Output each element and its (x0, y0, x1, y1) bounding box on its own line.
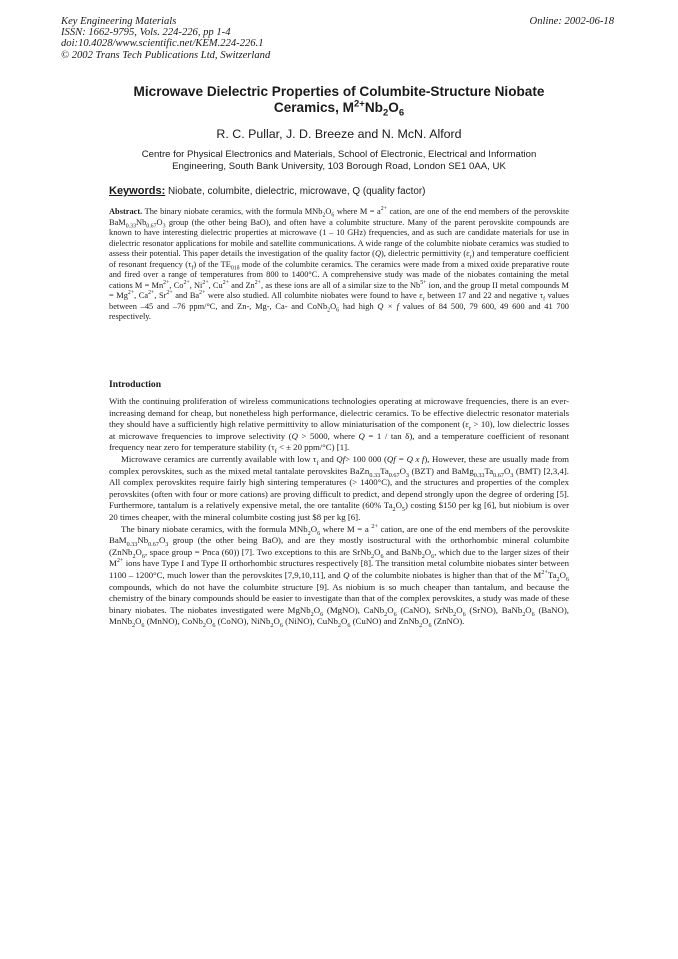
intro-paragraph-3: The binary niobate ceramics, with the formula $MNb_2O_6$ where M = a $^{2+}$ cation, are one of the end members of the perovskite $BaM_{0.33}Nb_{0.67}O_3$ group (the other being BaO), and are they mostly isostructural with the orthorhombic mineral columbite ($ZnNb_2O_6$, space group = Pnca (60)) [7]. Two exceptions to this are $SrNb_2O_6$ and $BaNb_2O_6$, which due to the larger sizes of their $M^{2+}$ ions have Type I and Type II orthorhombic structures respectively [8]. The transition metal columbite niobates sinter between 1100 – 1200°C, much lower than the perovskites [7,9,10,11], and Q of the columbite niobates is higher than that of the $M^{2+}Ta_2O_6$ compounds, which do not have the columbite structure [9]. As niobium is so much cheaper than tantalum, and because the chemistry of the binary compounds should be easier to investigate than that of the complex perovskites, a study was made of these binary niobates. The niobates investigated were $MgNb_2O_6$ (MgNO), $CaNb_2O_6$ (CaNO), $SrNb_2O_6$ (SrNO), $BaNb_2O_6$ (BaNO), $MnNb_2O_6$ (MnNO), $CoNb_2O_6$ (CoNO), $NiNb_2O_6$ (NiNO), $CuNb_2O_6$ (CuNO) and $ZnNb_2O_6$ (ZnNO). (109, 523, 570, 630)
keywords-label: Keywords: (109, 185, 166, 197)
intro-paragraph-1: With the continuing proliferation of wireless communications technologies operating at microwave frequencies, there is an ever-increasing demand for cheap, but nonetheless high performance, dielectric ceramics. To be effective dielectric resonator materials they should have a sufficiently high relative permittivity to allow miniaturisation of the component $(\varepsilon_r > 10)$, low dielectric losses at microwave frequencies to improve selectivity (Q > 5000, where Q = 1 / tan δ), and a temperature coefficient of resonant frequency near zero for temperature stability ($\tau_f$ < ± 20 ppm/°C) [1]. (109, 396, 570, 456)
paper-title (100, 84, 578, 119)
abstract-label: Abstract. (109, 207, 143, 216)
title-line-2: Ceramics, $M^{2+}Nb_2O_6$ (273, 98, 405, 119)
keywords-text: Niobate, columbite, dielectric, microwave, Q (quality factor) (168, 186, 426, 197)
abstract: Abstract. The binary niobate ceramics, with the formula $MNb_2O_6$ where $M = a^{2+}$ cation, are one of the end members of the perovskite $BaM_{0.33}Nb_{0.67}O_3$ group (the other being BaO), and often have a columbite structure. Many of the parent perovskite compounds are known to have interesting dielectric properties at microwave (1 – 10 GHz) frequencies, and as such are candidate materials for use in dielectric resonator applications for mobile and satellite communications. A wide range of the columbite niobate ceramics was studied to assess their potential. This paper details the investigation of the quality factor (Q), dielectric permittivity $(\varepsilon_r)$ and temperature coefficient of resonant frequency $(\tau_f)$ of the $TE_{01\delta}$ mode of the columbite ceramics. The ceramics were made from a mixed oxide preparative route and fired over a range of temperatures from 800 to 1400°C. A comprehensive study was made of the niobates containing the metal cations $M = Mn^{2+}$, $Co^{2+}$, $Ni^{2+}$, $Cu^{2+}$ and $Zn^{2+}$, as these ions are all of a similar size to the $Nb^{5+}$ ion, and the group II metal compounds $M = Mg^{2+}$, $Ca^{2+}$, $Sr^{2+}$ and $Ba^{2+}$ were also studied. All columbite niobates were found to have $\varepsilon_r$ between 17 and 22 and negative $\tau_f$ values between –45 and –76 ppm/°C, and Zn-, Mg-, Ca- and $CoNb_2O_6$ had high Q × f values of 84 500, 79 600, 49 600 and 41 700 respectively. (109, 206, 570, 322)
title-line-1: Microwave Dielectric Properties of Columbite-Structure Niobate (133, 84, 545, 99)
copyright-line: © 2002 Trans Tech Publications Ltd, Switzerland (61, 49, 271, 61)
journal-name: Key Engineering Materials (61, 16, 177, 27)
journal-header (61, 16, 270, 61)
issn-line: ISSN: 1662-9795, Vols. 224-226, pp 1-4 (61, 27, 231, 39)
doi-line: doi:10.4028/www.scientific.net/KEM.224-226.1 (61, 38, 264, 50)
introduction-body (109, 396, 569, 628)
intro-paragraph-2: Microwave ceramics are currently available with low $\tau_f$ and Qf> 100 000 (Qf = Q x f), However, these are usually made from complex perovskites, such as the mixed metal tantalate perovskites $BaZn_{0.33}Ta_{0.67}O_3$ (BZT) and $BaMg_{0.33}Ta_{0.67}O_3$ (BMT) [2,3,4]. All complex perovskites require fairly high sintering temperatures (> 1400°C), and the structures and properties of the complex perovskites (often with four or more cations) are proving difficult to predict, and depend strongly upon the degree of ordering [5]. Furthermore, tantalum is a relatively expensive metal, the ore tantalite (60% $Ta_2O_5$) costing $150 per kg [6], but niobium is over 20 times cheaper, with the mineral columbite costing just $8 per kg [6]. (109, 453, 570, 522)
author-list: R. C. Pullar, J. D. Breeze and N. McN. Alford (216, 127, 462, 141)
affiliation: Centre for Physical Electronics and Materials, School of Electronic, Electrical and Information Engineering, South Bank University, 103 Borough Road, London SE1 0AA, UK (141, 149, 537, 172)
online-date: Online: 2002-06-18 (529, 16, 614, 27)
section-heading-introduction: Introduction (109, 379, 162, 390)
keywords (109, 185, 425, 197)
